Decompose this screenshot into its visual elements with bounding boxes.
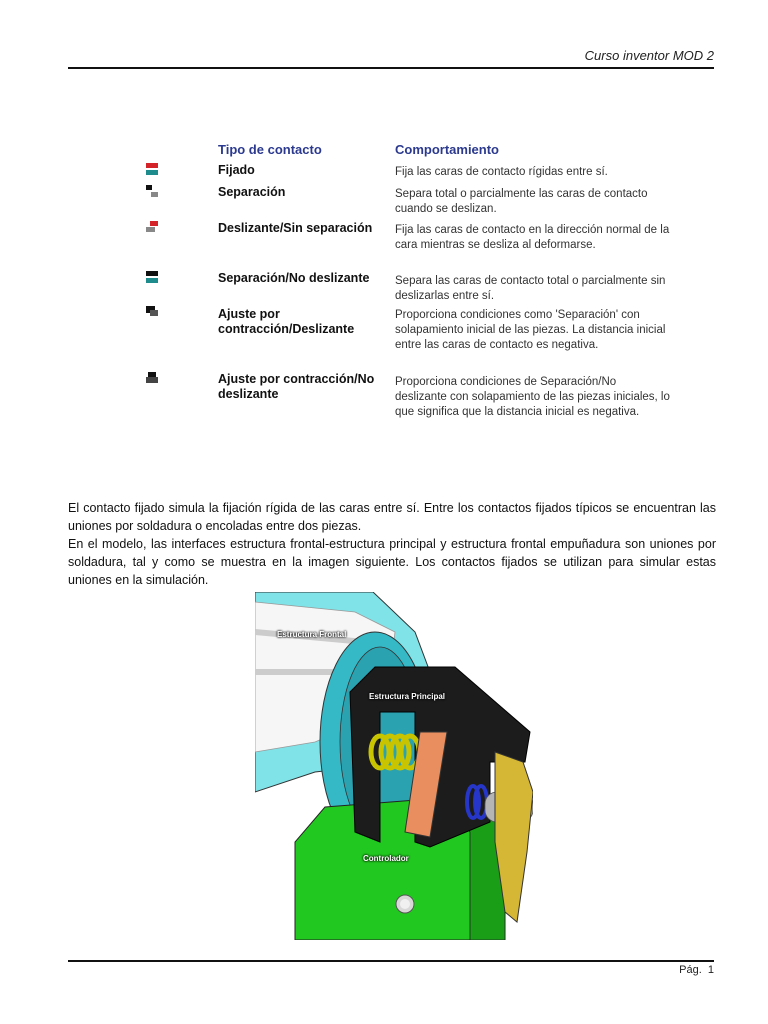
model-render <box>255 592 533 940</box>
sliding-no-separation-icon <box>145 220 159 234</box>
contact-type: Separación/No deslizante <box>218 271 370 285</box>
col-header-type: Tipo de contacto <box>218 142 322 157</box>
header-rule <box>68 67 714 69</box>
separation-no-sliding-icon <box>145 270 159 284</box>
contact-type: Ajuste por contracción/Deslizante <box>218 307 355 336</box>
shrink-fit-no-sliding-icon <box>145 371 159 385</box>
contact-desc: Fija las caras de contacto rígidas entre sí. <box>395 166 608 178</box>
contact-type: Deslizante/Sin separación <box>218 221 373 235</box>
label-front-structure: Estructura Frontal <box>277 630 347 639</box>
header-title: Curso inventor MOD 2 <box>584 48 714 63</box>
body-paragraph: El contacto fijado simula la fijación rígida de las caras entre sí. Entre los contactos fijados típicos se encuentran las uniones por soldadura o encoladas entre dos piezas. <box>68 501 716 533</box>
shrink-fit-sliding-icon <box>145 304 159 318</box>
label-controller: Controlador <box>363 854 409 863</box>
footer-rule <box>68 960 714 962</box>
contact-desc: Separa las caras de contacto total o parcialmente sin deslizarlas entre sí. <box>395 275 666 302</box>
separation-contact-icon <box>145 184 159 198</box>
body-paragraph: En el modelo, las interfaces estructura frontal-estructura principal y estructura frontal empuñadura son uniones por soldadura, tal y como se muestra en la imagen siguiente. Los contactos fijados se utilizan para simular estas uniones en la simulación. <box>68 537 716 587</box>
contact-type: Fijado <box>218 163 255 177</box>
contact-desc: Proporciona condiciones como 'Separación' con solapamiento inicial de las piezas. La distancia inicial entre las caras de contacto es negativa. <box>395 309 666 351</box>
contact-desc: Proporciona condiciones de Separación/No deslizante con solapamiento de las piezas iniciales, lo que significa que la distancia inicial es negativa. <box>395 376 670 418</box>
contact-desc: Separa total o parcialmente las caras de contacto cuando se deslizan. <box>395 188 648 215</box>
contact-desc: Fija las caras de contacto en la dirección normal de la cara mientras se desliza al deformarse. <box>395 224 670 251</box>
contact-type: Separación <box>218 185 286 199</box>
fixed-contact-icon <box>145 162 159 176</box>
page-number: Pág. 1 <box>679 964 714 976</box>
label-main-structure: Estructura Principal <box>369 692 446 701</box>
model-illustration <box>255 592 533 940</box>
col-header-behavior: Comportamiento <box>395 142 499 157</box>
contact-type: Ajuste por contracción/No deslizante <box>218 372 375 401</box>
